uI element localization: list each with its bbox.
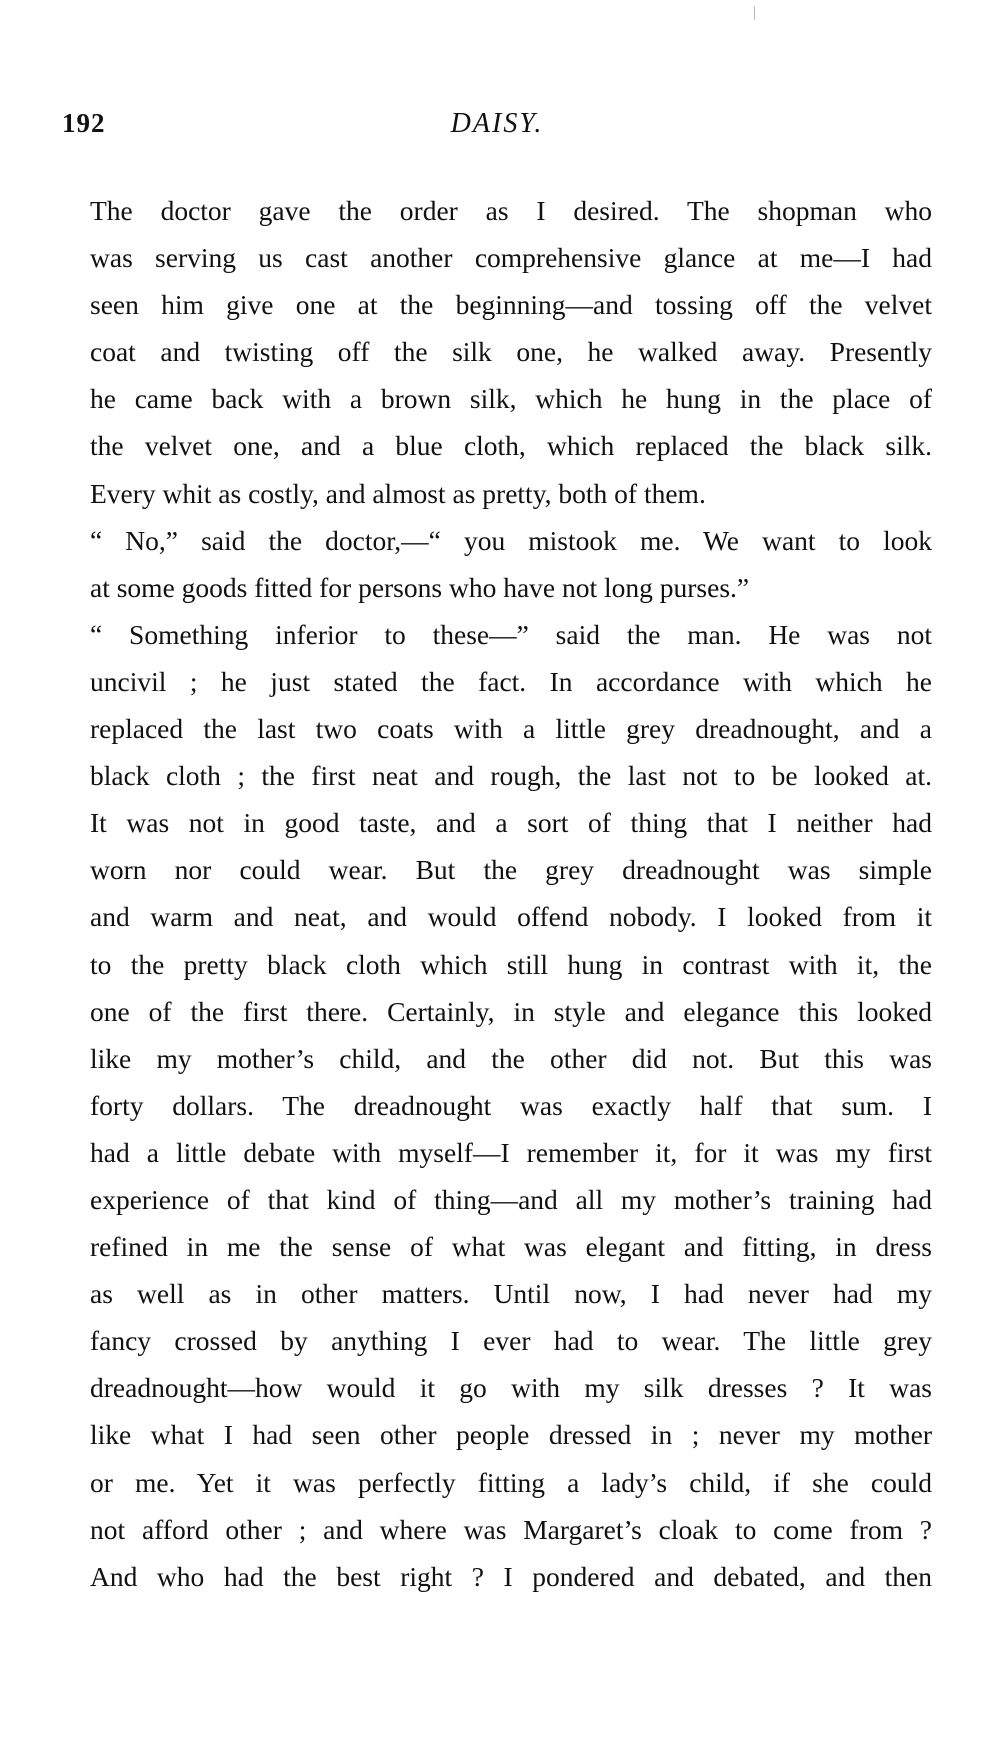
text-line: he came back with a brown silk, which he hung in the place of xyxy=(90,383,932,415)
text-line: was serving us cast another comprehensive glance at me—I had xyxy=(90,242,932,274)
scan-artifact-mark xyxy=(754,6,755,20)
text-line: dreadnought—how would it go with my silk dresses ? It was xyxy=(90,1372,932,1404)
text-line: experience of that kind of thing—and all my mother’s training had xyxy=(90,1183,932,1215)
text-line: the velvet one, and a blue cloth, which replaced the black silk. xyxy=(90,430,932,462)
page-header xyxy=(62,108,932,148)
body-text xyxy=(62,187,932,1600)
text-line: as well as in other matters. Until now, I had never had my xyxy=(90,1278,932,1310)
text-line: or me. Yet it was perfectly fitting a lady’s child, if she could xyxy=(90,1466,932,1498)
text-line: and warm and neat, and would offend nobody. I looked from it xyxy=(90,901,932,933)
text-line: not afford other ; and where was Margaret’s cloak to come from ? xyxy=(90,1513,932,1545)
paragraph xyxy=(62,187,932,517)
text-line: like my mother’s child, and the other did not. But this was xyxy=(90,1042,932,1074)
text-line: coat and twisting off the silk one, he walked away. Presently xyxy=(90,336,932,368)
text-line: seen him give one at the beginning—and tossing off the velvet xyxy=(90,289,932,321)
text-line: replaced the last two coats with a little grey dreadnought, and a xyxy=(90,713,932,745)
paragraph xyxy=(62,611,932,1600)
text-line: forty dollars. The dreadnought was exactly half that sum. I xyxy=(90,1089,932,1121)
page-number: 192 xyxy=(62,108,106,138)
text-line: to the pretty black cloth which still hung in contrast with it, the xyxy=(90,948,932,980)
text-line: “ Something inferior to these—” said the man. He was not xyxy=(90,618,932,650)
text-line: like what I had seen other people dressed in ; never my mother xyxy=(90,1419,932,1451)
text-line: had a little debate with myself—I remember it, for it was my first xyxy=(90,1136,932,1168)
text-line: “ No,” said the doctor,—“ you mistook me. We want to look xyxy=(90,524,932,556)
text-line: worn nor could wear. But the grey dreadnought was simple xyxy=(90,854,932,886)
text-line: Every whit as costly, and almost as pretty, both of them. xyxy=(90,477,706,509)
text-line: refined in me the sense of what was elegant and fitting, in dress xyxy=(90,1231,932,1263)
text-line: one of the first there. Certainly, in style and elegance this looked xyxy=(90,995,932,1027)
paragraph xyxy=(62,517,932,611)
running-title: DAISY. xyxy=(450,108,544,139)
text-line: black cloth ; the first neat and rough, the last not to be looked at. xyxy=(90,760,932,792)
text-line: The doctor gave the order as I desired. The shopman who xyxy=(90,195,932,226)
text-line: It was not in good taste, and a sort of thing that I neither had xyxy=(90,807,932,839)
text-line: And who had the best right ? I pondered and debated, and then xyxy=(90,1560,932,1592)
text-line: at some goods fitted for persons who have not long purses.” xyxy=(90,571,750,603)
text-line: uncivil ; he just stated the fact. In accordance with which he xyxy=(90,665,932,697)
text-line: fancy crossed by anything I ever had to wear. The little grey xyxy=(90,1325,932,1357)
